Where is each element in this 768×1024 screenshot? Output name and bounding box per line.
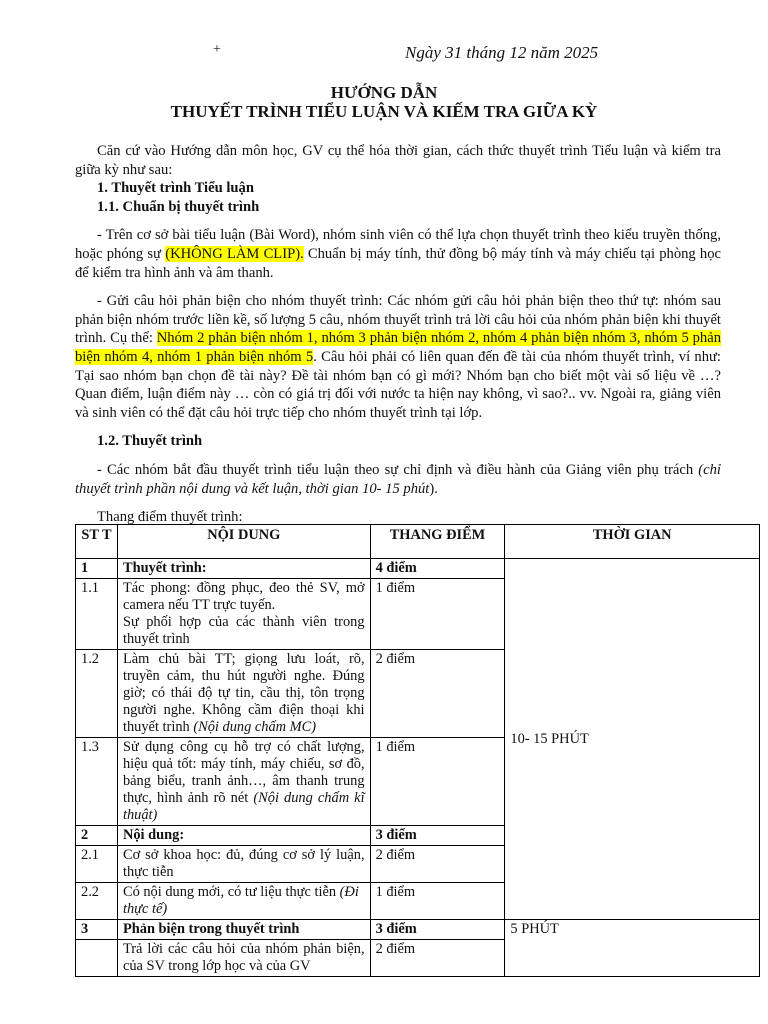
row-score: 3 điểm: [370, 826, 505, 846]
header-content: NỘI DUNG: [117, 525, 370, 559]
document-date: Ngày 31 tháng 12 năm 2025: [405, 43, 599, 62]
row-stt: 2: [76, 826, 118, 846]
row-content: Cơ sở khoa học: đủ, đúng cơ sở lý luận, thực tiễn: [117, 846, 370, 883]
row-content: Có nội dung mới, có tư liệu thực tiễn (Đi thực tế): [117, 883, 370, 920]
row-score: 2 điểm: [370, 650, 505, 738]
scale-intro: Thang điểm thuyết trình:: [97, 509, 243, 526]
row-score: 2 điểm: [370, 846, 505, 883]
row-score: 1 điểm: [370, 738, 505, 826]
subsection-heading: 1.1. Chuẩn bị thuyết trình: [97, 198, 260, 215]
row-score: 1 điểm: [370, 579, 505, 650]
row-stt: [76, 940, 118, 977]
time-cell-critique: 5 PHÚT: [505, 920, 760, 977]
row-stt: 1: [76, 559, 118, 579]
row-stt: 2.1: [76, 846, 118, 883]
subsection-heading-2: 1.2. Thuyết trình: [97, 433, 203, 450]
row-content: Trả lời các câu hỏi của nhóm phản biện, của SV trong lớp học và của GV: [117, 940, 370, 977]
header-score: THANG ĐIỂM: [370, 525, 505, 559]
row-content: Sử dụng công cụ hỗ trợ có chất lượng, hiệu quả tốt: máy tính, máy chiếu, sơ đồ, bảng biểu, tranh ảnh…, âm thanh trung thực, hình ảnh rõ nét (Nội dung chấm kĩ thuật): [117, 738, 370, 826]
plus-mark: +: [213, 42, 221, 57]
row-stt: 1.2: [76, 650, 118, 738]
paragraph-presentation: - Các nhóm bắt đầu thuyết trình tiểu luận theo sự chỉ định và điều hành của Giảng viên phụ trách (chỉ thuyết trình phần nội dung và kết luận, thời gian 10- 15 phút).: [75, 461, 721, 497]
row-content: Tác phong: đồng phục, đeo thẻ SV, mở camera nếu TT trực tuyến. Sự phối hợp của các thành viên trong thuyết trình: [117, 579, 370, 650]
row-score: 3 điểm: [370, 920, 505, 940]
row-score: 2 điểm: [370, 940, 505, 977]
row-content: Làm chủ bài TT; giọng lưu loát, rõ, truyền cảm, thu hút người nghe. Đúng giờ; có thái độ tự tin, cầu thị, tôn trọng người nghe. Không cầm điện thoại khi thuyết trình (Nội dung chấm MC): [117, 650, 370, 738]
document-subtitle: THUYẾT TRÌNH TIỂU LUẬN VÀ KIẾM TRA GIỮA KỲ: [170, 102, 598, 121]
header-stt: ST T: [76, 525, 118, 559]
row-content: Nội dung:: [117, 826, 370, 846]
row-content: Thuyết trình:: [117, 559, 370, 579]
row-stt: 3: [76, 920, 118, 940]
row-stt: 1.1: [76, 579, 118, 650]
header-time: THỜI GIAN: [505, 525, 760, 559]
paragraph-preparation: - Trên cơ sở bài tiểu luận (Bài Word), nhóm sinh viên có thể lựa chọn thuyết trình theo kiểu truyền thống, hoặc phóng sự (KHÔNG LÀM CLIP). Chuẩn bị máy tính, thử đồng bộ máy tính và máy chiếu tại phòng học để kiểm tra hình ảnh và âm thanh.: [75, 227, 721, 281]
highlight-no-clip: (KHÔNG LÀM CLIP).: [165, 245, 304, 262]
table-row: [76, 559, 760, 579]
paragraph-critique: - Gửi câu hỏi phản biện cho nhóm thuyết trình: Các nhóm gửi câu hỏi phản biện theo thứ tự: nhóm sau phản biện nhóm trước liền kề, số lượng 5 câu, nhóm thuyết trình trả lời câu hỏi của nhóm phản biện khi thuyết trình. Cụ thể: Nhóm 2 phản biện nhóm 1, nhóm 3 phản biện nhóm 2, nhóm 4 phản biện nhóm 3, nhóm 5 phản biện nhóm 4, nhóm 1 phản biện nhóm 5. Câu hỏi phải có liên quan đến đề tài của nhóm thuyết trình, ví như: Tại sao nhóm bạn chọn đề tài này? Đề tài nhóm bạn có gì mới? Nhóm bạn cho biết một vài số liệu về …? Quan điểm, luận điểm này … còn có giá trị đối với nước ta hiện nay không, vì sao?.. vv. Ngoài ra, giảng viên và sinh viên có thể đặt câu hỏi trực tiếp cho nhóm thuyết trình tại lớp.: [75, 293, 721, 421]
score-table: [75, 524, 760, 977]
row-content: Phản biện trong thuyết trình: [117, 920, 370, 940]
table-row: [76, 920, 760, 940]
table-header-row: [76, 525, 760, 559]
row-stt: 2.2: [76, 883, 118, 920]
time-cell-presentation: 10- 15 PHÚT: [505, 559, 760, 920]
row-score: 1 điểm: [370, 883, 505, 920]
highlight-groups: Nhóm 2 phản biện nhóm 1, nhóm 3 phản biện nhóm 2, nhóm 4 phản biện nhóm 3, nhóm 5 phản biện nhóm 4, nhóm 1 phản biện nhóm 5: [75, 330, 721, 365]
intro-paragraph: Căn cứ vào Hướng dẫn môn học, GV cụ thể hóa thời gian, cách thức thuyết trình Tiểu luận và kiểm tra giữa kỳ như sau:: [75, 143, 721, 178]
row-stt: 1.3: [76, 738, 118, 826]
row-score: 4 điểm: [370, 559, 505, 579]
document-title: HƯỚNG DẪN: [330, 83, 438, 102]
document-body: [75, 142, 721, 527]
section-heading: 1. Thuyết trình Tiểu luận: [97, 180, 254, 197]
